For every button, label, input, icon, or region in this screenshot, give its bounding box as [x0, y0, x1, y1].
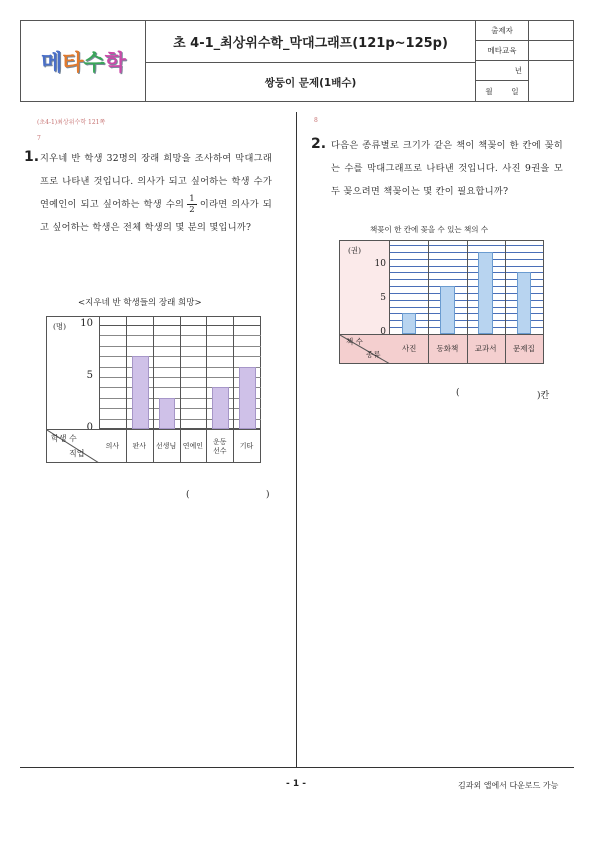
publisher-label: 메타교육 — [476, 41, 529, 60]
q1-fraction — [187, 194, 197, 215]
chart1-category-label: 기타 — [239, 442, 254, 450]
column-divider — [296, 112, 297, 767]
chart1-gridline — [100, 325, 261, 326]
author-value — [529, 21, 573, 40]
worksheet-header — [20, 20, 574, 102]
chart2-caption: 책꽂이 한 칸에 꽂을 수 있는 책의 수 — [370, 225, 489, 234]
q2-source: 8 — [314, 117, 318, 124]
chart1-gridline — [100, 419, 261, 420]
q1-frac-num: 1 — [189, 194, 195, 204]
chart1-gridline — [100, 346, 261, 347]
chart2-corner-y-label: 책 수 — [346, 337, 363, 346]
chart1-bar — [212, 387, 229, 429]
chart1-bar — [132, 356, 149, 429]
chart2-category-label: 문제집 — [513, 344, 535, 353]
q1-answer-open: ( — [186, 490, 190, 500]
year-label: 년 — [514, 66, 522, 75]
month-day-labels — [476, 86, 528, 97]
chart1-column-line — [206, 317, 207, 462]
worksheet-title: 초 4-1_최상위수학_막대그래프(121p~125p) — [146, 21, 476, 63]
chart2-y-tick: 0 — [380, 327, 386, 337]
author-label: 출제자 — [476, 21, 529, 40]
chart1-corner-x-label: 직업 — [69, 449, 85, 458]
q1-number: 1. — [24, 149, 40, 165]
chart2-y-tick: 5 — [380, 292, 386, 303]
chart1-caption: <지우네 반 학생들의 장래 희망> — [78, 298, 202, 308]
logo-char: 메 — [40, 50, 62, 76]
chart1-y-tick: 5 — [86, 370, 93, 381]
chart2 — [339, 240, 544, 364]
q2-answer-open: ( — [456, 388, 460, 398]
chart1-y-tick: 0 — [86, 422, 93, 433]
meta-math-logo — [41, 46, 125, 77]
chart1-column-line — [233, 317, 234, 462]
q1-answer-close: ) — [266, 490, 270, 500]
chart2-corner-x-label: 종류 — [366, 350, 381, 359]
chart2-bar — [440, 286, 455, 334]
chart1-column-line — [126, 317, 127, 462]
logo-char: 수 — [83, 50, 104, 76]
chart1-category-label: 연예인 — [182, 442, 204, 450]
chart1-y-tick: 10 — [80, 318, 93, 329]
chart2-bar — [402, 313, 417, 334]
footer-note: 김과외 앱에서 다운로드 가능 — [458, 781, 559, 790]
q1-text — [40, 147, 272, 239]
chart2-unit: (권) — [348, 246, 362, 255]
author-row — [476, 21, 573, 41]
q1-source-number: 7 — [37, 135, 41, 142]
chart1-corner-y-label: 학생 수 — [51, 434, 77, 443]
chart2-bar — [478, 252, 493, 334]
chart1-gridline — [100, 398, 261, 399]
chart1-gridline — [100, 387, 261, 388]
chart1-category-label: 의사 — [105, 442, 120, 450]
q1-source: (초4-1)최상위수학 121쪽 — [37, 119, 106, 126]
chart1 — [46, 316, 261, 463]
page-number: - 1 - — [286, 779, 306, 789]
chart1-category-label: 운동 선수 — [212, 437, 227, 455]
chart2-column-line — [428, 241, 429, 363]
chart2-bar — [517, 272, 532, 334]
chart2-category-label: 동화책 — [436, 344, 459, 353]
date-row — [476, 81, 529, 101]
chart1-category-label: 선생님 — [155, 442, 177, 450]
month-label: 월 — [485, 86, 493, 96]
chart1-category-label: 판사 — [132, 442, 146, 450]
chart1-gridline — [100, 377, 261, 378]
day-label: 일 — [511, 86, 519, 96]
year-row — [476, 61, 529, 81]
chart1-gridline — [100, 356, 261, 357]
chart2-column-line — [505, 241, 506, 363]
chart1-column-line — [180, 317, 181, 462]
chart1-bar — [239, 367, 256, 429]
chart1-column-line — [153, 317, 154, 462]
q2-number: 2. — [311, 136, 327, 152]
worksheet-subtitle: 쌍둥이 문제(1배수) — [146, 63, 476, 101]
chart2-y-tick: 10 — [374, 258, 386, 269]
q2-text: 다음은 종류별로 크기가 같은 책이 책꽂이 한 칸에 꽂히는 수를 막대그래프로 나타낸 것입니다. 사진 9권을 모두 꽂으려면 책꽂이는 몇 칸이 필요합니까? — [331, 140, 563, 197]
logo-char: 타 — [62, 50, 83, 76]
q1-frac-den: 2 — [189, 205, 195, 215]
chart2-category-label: 사진 — [401, 344, 417, 353]
chart1-unit: (명) — [53, 322, 67, 331]
chart1-gridline — [100, 335, 261, 336]
chart1-bar — [159, 398, 176, 429]
logo-char: 학 — [104, 50, 126, 76]
footer-divider — [20, 767, 574, 768]
chart1-gridline — [100, 408, 261, 409]
chart2-column-line — [467, 241, 468, 363]
q2-answer-close: )칸 — [537, 391, 550, 401]
chart2-category-label: 교과서 — [474, 344, 497, 353]
q1-text-before: 지우네 반 학생 32명의 장래 희망을 조사하여 막대그래프로 나타낸 것입니다. 의사가 되고 싶어하는 학생 수가 연예인이 되고 싶어하는 학생 수의 — [40, 153, 272, 210]
meta-info-grid — [476, 21, 573, 101]
chart1-gridline — [100, 367, 261, 368]
publisher-value — [529, 41, 573, 60]
publisher-row — [476, 41, 573, 61]
q1-text-after: 이라면 의사가 되고 싶어하는 학생은 전체 학생의 몇 분의 몇입니까? — [40, 199, 272, 233]
logo-cell — [21, 21, 146, 101]
